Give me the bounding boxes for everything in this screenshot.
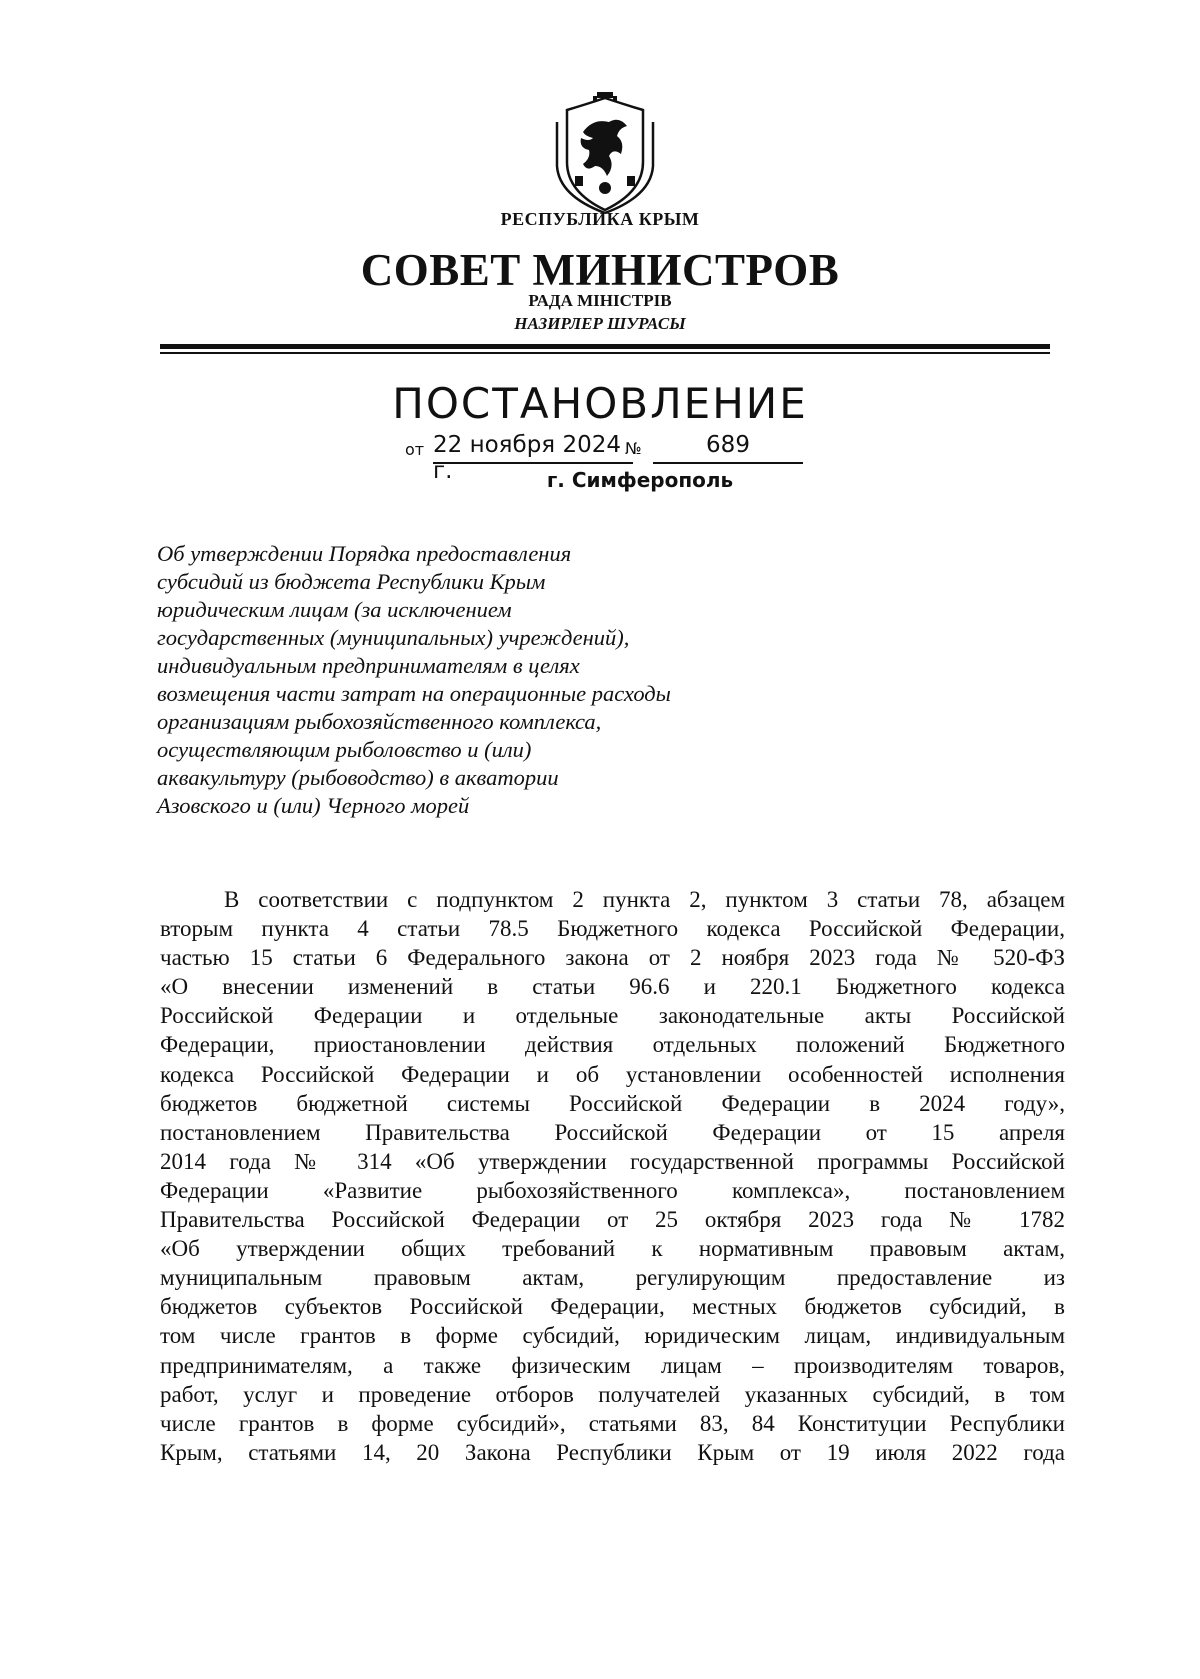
body-line: «О внесении изменений в статьи 96.6 и 220.1 Бюджетного кодекса (160, 974, 1065, 1000)
header-divider-thin (160, 352, 1050, 354)
subject-line: аквакультуру (рыбоводство) в акватории (157, 765, 559, 790)
document-type-title: ПОСТАНОВЛЕНИЕ (392, 379, 808, 428)
subject-line: возмещения части затрат на операционные расходы (157, 681, 671, 706)
body-line: предпринимателям, а также физическим лицам – производителям товаров, (160, 1352, 1065, 1378)
decree-subject (157, 540, 857, 820)
subject-line: индивидуальным предпринимателям в целях (157, 653, 580, 678)
body-line: Федерации, приостановлении действия отдельных положений Бюджетного (160, 1032, 1065, 1058)
subject-line: Азовского и (или) Черного морей (157, 793, 470, 818)
decree-preamble (160, 885, 1065, 1467)
body-line: Крым, статьями 14, 20 Закона Республики Крым от 19 июля 2022 года (160, 1439, 1065, 1465)
body-line: «Об утверждении общих требований к нормативным правовым актам, (160, 1236, 1065, 1262)
number-prefix: № (625, 439, 642, 458)
subject-line: субсидий из бюджета Республики Крым (157, 569, 546, 594)
body-line: Федерации «Развитие рыбохозяйственного комплекса», постановлением (160, 1177, 1065, 1203)
decree-city: г. Симферополь (546, 468, 734, 492)
body-line: Правительства Российской Федерации от 25 октября 2023 года № 1782 (160, 1207, 1065, 1233)
subject-line: осуществляющим рыболовство и (или) (157, 737, 532, 762)
decree-date: 22 ноября 2024 г. (433, 432, 633, 464)
republic-name: РЕСПУБЛИКА КРЫМ (500, 209, 700, 229)
subject-line: государственных (муниципальных) учреждений), (157, 625, 630, 650)
body-line: кодекса Российской Федерации и об установлении особенностей исполнения (160, 1061, 1065, 1087)
body-line: частью 15 статьи 6 Федерального закона от 2 ноября 2023 года № 520-ФЗ (160, 945, 1065, 971)
body-line: постановлением Правительства Российской Федерации от 15 апреля (160, 1119, 1065, 1145)
body-line: работ, услуг и проведение отборов получателей указанных субсидий, в том (160, 1381, 1065, 1407)
body-line: вторым пункта 4 статьи 78.5 Бюджетного кодекса Российской Федерации, (160, 916, 1065, 942)
body-line: муниципальным правовым актам, регулирующим предоставление из (160, 1265, 1065, 1291)
body-line: числе грантов в форме субсидий», статьями 83, 84 Конституции Республики (160, 1410, 1065, 1436)
body-line: бюджетов субъектов Российской Федерации, местных бюджетов субсидий, в (160, 1294, 1065, 1320)
subject-line: организациям рыбохозяйственного комплекса, (157, 709, 602, 734)
body-line: В соответствии с подпунктом 2 пункта 2, пунктом 3 статьи 78, абзацем (224, 887, 1065, 912)
decree-number: 689 (653, 432, 803, 464)
header-divider-thick (160, 344, 1050, 349)
crimea-coat-of-arms-icon (553, 92, 657, 214)
council-name-crimean-tatar: НАЗИРЛЕР ШУРАСЫ (514, 314, 686, 333)
body-line: бюджетов бюджетной системы Российской Федерации в 2024 году», (160, 1090, 1065, 1116)
subject-line: юридическим лицам (за исключением (157, 597, 512, 622)
body-line: том числе грантов в форме субсидий, юридическим лицам, индивидуальным (160, 1323, 1065, 1349)
council-name: СОВЕТ МИНИСТРОВ (360, 245, 840, 295)
subject-line: Об утверждении Порядка предоставления (157, 541, 572, 566)
body-line: Российской Федерации и отдельные законодательные акты Российской (160, 1003, 1065, 1029)
council-name-ukrainian: РАДА МІНІСТРІВ (528, 291, 672, 310)
date-prefix: от (405, 440, 425, 459)
body-line: 2014 года № 314 «Об утверждении государственной программы Российской (160, 1148, 1065, 1174)
